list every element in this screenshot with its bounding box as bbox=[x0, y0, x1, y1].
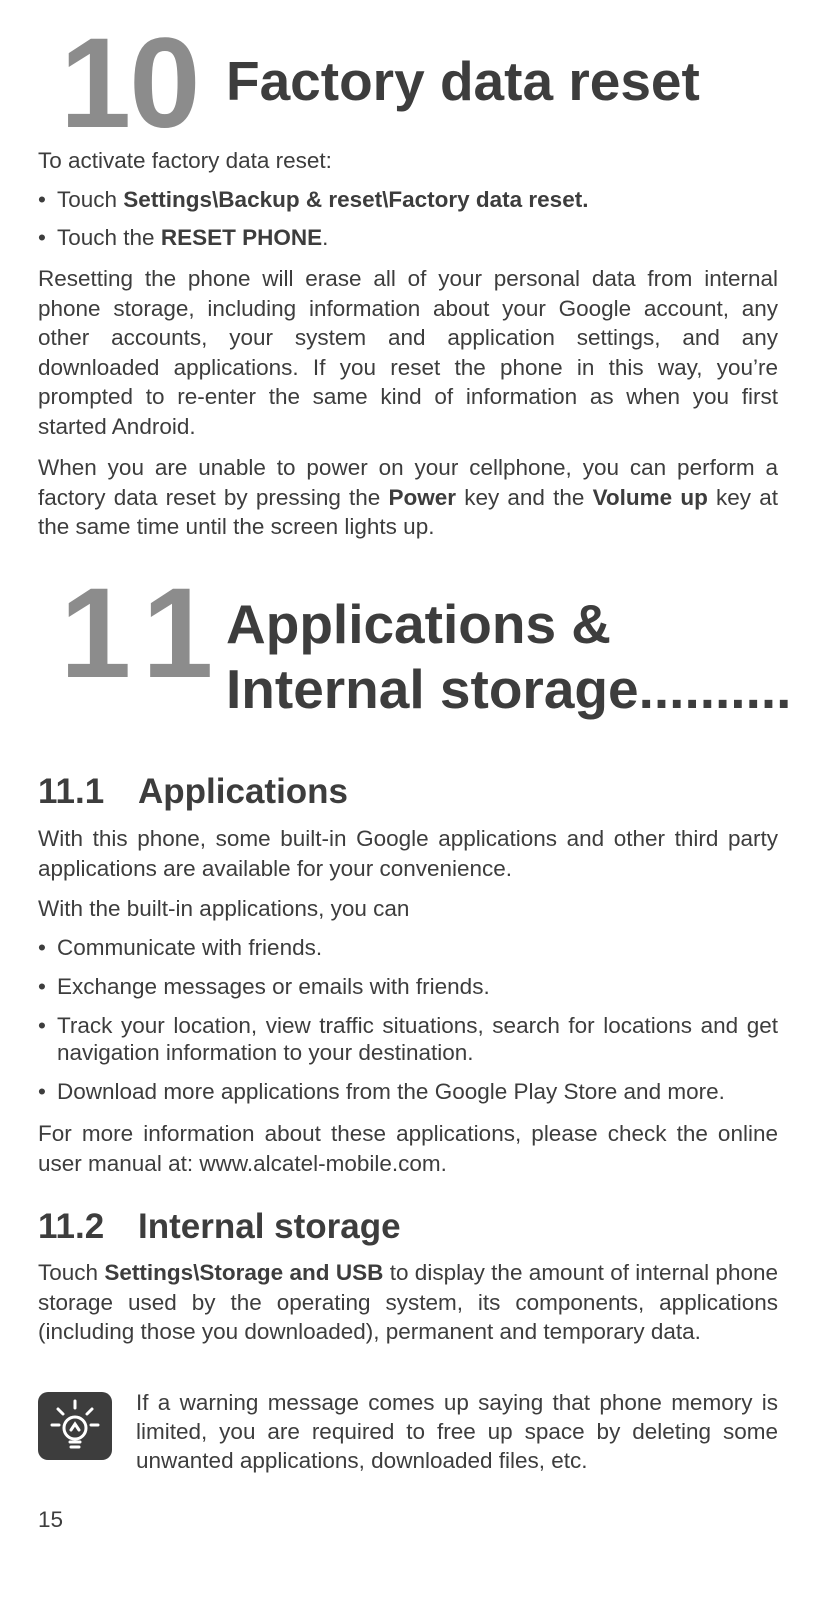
list-item-text: Touch bbox=[57, 187, 124, 212]
chapter-title-line: Applications & bbox=[226, 593, 612, 655]
list-item bbox=[38, 186, 778, 213]
list-item: • Communicate with friends. bbox=[38, 934, 778, 961]
paragraph: With the built-in applications, you can bbox=[38, 896, 410, 921]
section-heading bbox=[38, 772, 348, 812]
list-item-text: Touch the bbox=[57, 225, 161, 250]
paragraph-text: to display the amount of internal phone storage used by the operating system, its components, applications (including those you downloaded), permanent and temporary data. bbox=[38, 1260, 778, 1344]
chapter-title: Factory data reset bbox=[226, 50, 700, 112]
list-item: • Exchange messages or emails with friends. bbox=[38, 973, 778, 1000]
list-item: • Download more applications from the Google Play Store and more. bbox=[38, 1078, 778, 1105]
chapter-number: 11 bbox=[60, 562, 232, 705]
paragraph bbox=[38, 1258, 778, 1347]
section-title: Applications bbox=[138, 772, 349, 811]
button-name: RESET PHONE bbox=[160, 225, 323, 250]
tip-text: If a warning message comes up saying that phone memory is limited, you are required to free up space by deleting some unwanted applications, downloaded files, etc. bbox=[136, 1390, 778, 1473]
paragraph: For more information about these applications, please check the online user manual at: www.alcatel-mobile.com. bbox=[38, 1121, 778, 1176]
paragraph: With this phone, some built-in Google applications and other third party applications are available for your convenience. bbox=[38, 826, 778, 881]
list-item: • Track your location, view traffic situations, search for locations and get navigation information to your destination. bbox=[38, 1012, 778, 1066]
section-number: 11.1 bbox=[38, 772, 105, 811]
page-number: 15 bbox=[38, 1507, 64, 1532]
menu-path: Settings\Storage and USB bbox=[104, 1260, 384, 1285]
paragraph-text: Touch bbox=[38, 1260, 105, 1285]
paragraph-text: key and the bbox=[456, 484, 593, 510]
key-name: Volume up bbox=[592, 484, 708, 510]
chapter-number: 10 bbox=[60, 12, 199, 155]
intro-text: To activate factory data reset: bbox=[38, 148, 332, 173]
menu-path: Settings\Backup & reset\Factory data reset. bbox=[123, 187, 589, 212]
paragraph-text: key at the same time until the screen lights up. bbox=[38, 484, 778, 539]
chapter-title-line: Internal storage.......... bbox=[226, 658, 792, 720]
paragraph-text: When you are unable to power on your cellphone, you can perform a factory data reset by pressing the bbox=[38, 455, 778, 510]
section-number: 11.2 bbox=[38, 1207, 105, 1246]
chapter-title bbox=[226, 592, 806, 722]
lightbulb-tip-icon bbox=[38, 1392, 112, 1460]
list-item-text: . bbox=[322, 225, 329, 250]
lightbulb-icon bbox=[38, 1392, 112, 1460]
list-item bbox=[38, 224, 778, 251]
section-title: Internal storage bbox=[138, 1207, 401, 1246]
paragraph: Resetting the phone will erase all of your personal data from internal phone storage, including information about your Google account, any other accounts, your system and application settings, and any downloaded applications. If you reset the phone in this way, you’re prompted to re-enter the same kind of information as when you first started Android. bbox=[38, 266, 778, 439]
key-name: Power bbox=[388, 484, 457, 510]
paragraph bbox=[38, 453, 778, 542]
section-heading bbox=[38, 1207, 401, 1247]
